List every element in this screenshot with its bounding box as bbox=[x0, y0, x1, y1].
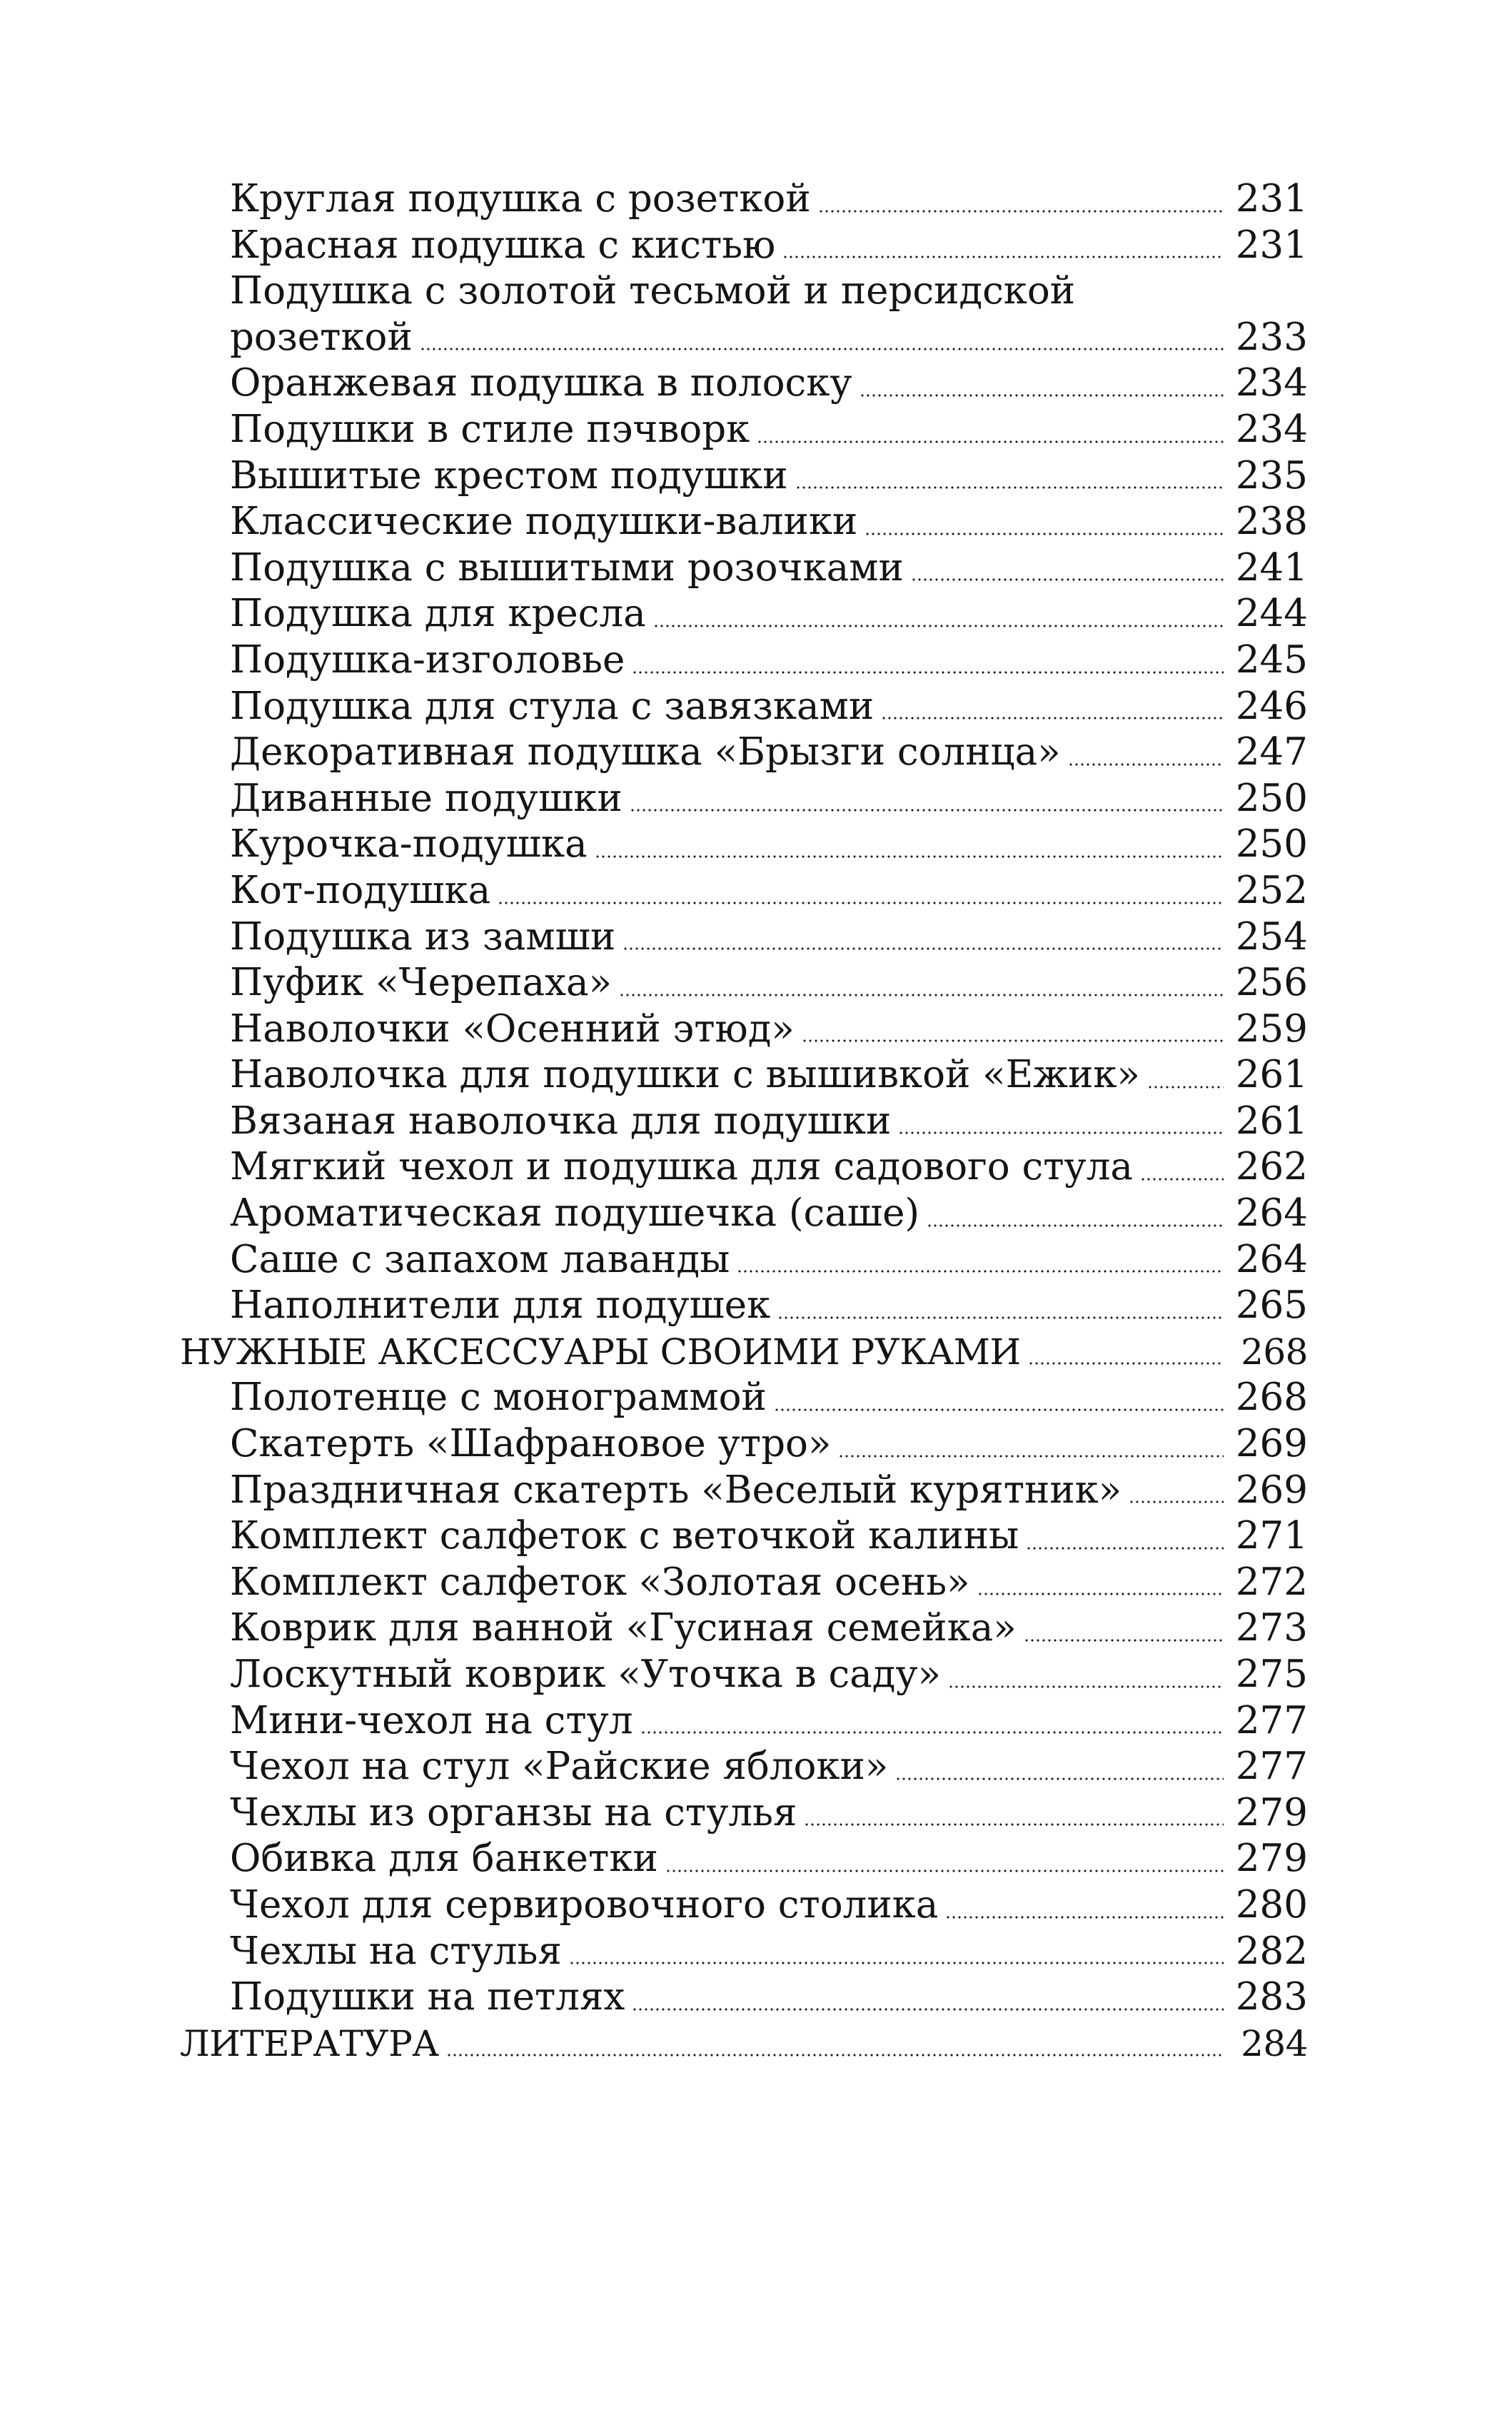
dot-leader bbox=[945, 1916, 1224, 1919]
dot-leader bbox=[865, 533, 1224, 535]
toc-entry-page-number: 265 bbox=[1235, 1283, 1308, 1328]
dot-leader bbox=[1028, 1362, 1224, 1365]
toc-entry bbox=[180, 2021, 1308, 2067]
dot-leader bbox=[1147, 1086, 1224, 1089]
toc-entry bbox=[180, 1052, 1308, 1099]
toc-entry bbox=[180, 1698, 1308, 1745]
toc-entry bbox=[180, 914, 1308, 961]
toc-entry bbox=[180, 1329, 1308, 1376]
toc-entry-page-number: 280 bbox=[1235, 1882, 1308, 1927]
toc-entry-title: Мягкий чехол и подушка для садового стула bbox=[230, 1145, 1134, 1189]
toc-entry-page-number: 279 bbox=[1235, 1790, 1308, 1835]
toc-entry-page-number: 264 bbox=[1235, 1237, 1308, 1281]
toc-entry-title: ЛИТЕРАТУРА bbox=[180, 2022, 439, 2064]
toc-entry bbox=[180, 1836, 1308, 1882]
toc-entry bbox=[180, 407, 1308, 453]
toc-entry-title: Саше с запахом лаванды bbox=[230, 1237, 730, 1281]
toc-entry-page-number: 272 bbox=[1235, 1560, 1308, 1604]
toc-entry-title: Вышитые крестом подушки bbox=[230, 453, 788, 498]
toc-entry-page-number: 234 bbox=[1235, 407, 1308, 451]
toc-entry-title: Подушки на петлях bbox=[230, 1975, 625, 2019]
toc-entry-title: Чехлы из органзы на стулья bbox=[230, 1790, 797, 1835]
toc-entry bbox=[180, 176, 1308, 223]
toc-entry bbox=[180, 545, 1308, 592]
toc-entry-page-number: 269 bbox=[1235, 1468, 1308, 1512]
toc-entry bbox=[180, 1652, 1308, 1698]
dot-leader bbox=[1026, 1547, 1224, 1550]
dot-leader bbox=[632, 2008, 1224, 2011]
toc-entry bbox=[180, 1421, 1308, 1468]
toc-entry bbox=[180, 315, 1308, 361]
dot-leader bbox=[898, 1131, 1224, 1134]
dot-leader bbox=[777, 1316, 1224, 1319]
toc-entry-title: Красная подушка с кистью bbox=[230, 223, 776, 267]
toc-entry-title: Подушка для стула с завязками bbox=[230, 684, 875, 728]
toc-entry-page-number: 252 bbox=[1235, 868, 1308, 912]
dot-leader bbox=[757, 440, 1224, 443]
toc-entry bbox=[180, 1375, 1308, 1421]
toc-entry-page-number: 262 bbox=[1235, 1145, 1308, 1189]
toc-entry-page-number: 261 bbox=[1235, 1053, 1308, 1097]
toc-entry bbox=[180, 1744, 1308, 1790]
dot-leader bbox=[446, 2054, 1224, 2057]
toc-entry-page-number: 282 bbox=[1235, 1929, 1308, 1973]
toc-entry-page-number: 234 bbox=[1235, 361, 1308, 405]
toc-entry bbox=[180, 684, 1308, 730]
dot-leader bbox=[420, 348, 1224, 350]
toc-entry-page-number: 264 bbox=[1235, 1191, 1308, 1236]
toc-entry bbox=[180, 453, 1308, 500]
dot-leader bbox=[782, 256, 1224, 258]
toc-entry bbox=[180, 1191, 1308, 1237]
toc-entry-title: Ароматическая подушечка (саше) bbox=[230, 1191, 920, 1236]
dot-leader bbox=[977, 1593, 1224, 1595]
toc-entry bbox=[180, 1468, 1308, 1514]
dot-leader bbox=[1140, 1178, 1224, 1181]
dot-leader bbox=[818, 210, 1224, 213]
dot-leader bbox=[653, 625, 1224, 627]
toc-entry bbox=[180, 268, 1308, 315]
dot-leader bbox=[632, 671, 1224, 674]
toc-entry-page-number: 245 bbox=[1235, 637, 1308, 682]
toc-entry-title: Вязаная наволочка для подушки bbox=[230, 1099, 892, 1143]
toc-entry bbox=[180, 637, 1308, 684]
dot-leader bbox=[948, 1685, 1224, 1688]
toc-entry-page-number: 275 bbox=[1235, 1653, 1308, 1696]
toc-entry-title: Чехлы на стулья bbox=[230, 1929, 562, 1973]
toc-entry-title: Оранжевая подушка в полоску bbox=[230, 361, 852, 405]
toc-entry-page-number: 269 bbox=[1235, 1422, 1308, 1466]
toc-entry bbox=[180, 499, 1308, 545]
toc-entry-page-number: 244 bbox=[1235, 592, 1308, 636]
toc-entry-title: Классические подушки-валики bbox=[230, 500, 858, 544]
toc-entry-title: Полотенце с монограммой bbox=[230, 1376, 767, 1420]
toc-entry-title: Праздничная скатерть «Веселый курятник» bbox=[230, 1468, 1122, 1512]
toc-entry-title: Диванные подушки bbox=[230, 776, 623, 820]
dot-leader bbox=[623, 947, 1224, 950]
toc-entry bbox=[180, 1790, 1308, 1837]
toc-entry bbox=[180, 1144, 1308, 1191]
toc-entry bbox=[180, 1974, 1308, 2021]
toc-entry-title: Подушка-изголовье bbox=[230, 637, 625, 682]
toc-entry-page-number: 273 bbox=[1235, 1606, 1308, 1650]
toc-entry-title: розеткой bbox=[230, 315, 413, 359]
toc-entry-title: Коврик для ванной «Гусиная семейка» bbox=[230, 1606, 1017, 1650]
toc-entry-page-number: 231 bbox=[1235, 177, 1308, 221]
toc-entry-page-number: 238 bbox=[1235, 500, 1308, 544]
toc-entry-page-number: 246 bbox=[1235, 684, 1308, 728]
toc-entry-page-number: 268 bbox=[1241, 1331, 1308, 1373]
toc-entry-title: Чехол на стул «Райские яблоки» bbox=[230, 1745, 889, 1789]
toc-entry-page-number: 256 bbox=[1235, 961, 1308, 1005]
dot-leader bbox=[1068, 763, 1224, 766]
dot-leader bbox=[795, 486, 1224, 489]
toc-entry-page-number: 247 bbox=[1235, 730, 1308, 774]
toc-entry bbox=[180, 1605, 1308, 1652]
dot-leader bbox=[1129, 1500, 1224, 1503]
dot-leader bbox=[1024, 1639, 1224, 1642]
toc-entry-title: НУЖНЫЕ АКСЕССУАРЫ СВОИМИ РУКАМИ bbox=[180, 1331, 1021, 1373]
toc-entry-title: Обивка для банкетки bbox=[230, 1837, 658, 1881]
toc-entry-title: Наволочка для подушки с вышивкой «Ежик» bbox=[230, 1053, 1140, 1097]
toc-entry-title: Чехол для сервировочного столика bbox=[230, 1882, 939, 1927]
toc-entry-title: Комплект салфеток с веточкой калины bbox=[230, 1514, 1019, 1558]
toc-entry bbox=[180, 1560, 1308, 1606]
dot-leader bbox=[640, 1731, 1224, 1734]
dot-leader bbox=[737, 1270, 1224, 1273]
toc-entry bbox=[180, 1099, 1308, 1145]
toc-entry bbox=[180, 1283, 1308, 1329]
toc-entry-page-number: 250 bbox=[1235, 822, 1308, 867]
toc-entry-title: Подушка из замши bbox=[230, 914, 616, 959]
toc-entry-page-number: 283 bbox=[1235, 1975, 1308, 2019]
toc-entry-page-number: 268 bbox=[1235, 1376, 1308, 1420]
toc-entry-page-number: 233 bbox=[1235, 315, 1308, 359]
toc-entry bbox=[180, 1929, 1308, 1975]
toc-entry-title: Лоскутный коврик «Уточка в саду» bbox=[230, 1653, 942, 1696]
table-of-contents bbox=[180, 176, 1308, 2067]
dot-leader bbox=[804, 1823, 1224, 1826]
dot-leader bbox=[838, 1455, 1224, 1458]
toc-entry bbox=[180, 1513, 1308, 1560]
toc-entry-page-number: 277 bbox=[1235, 1745, 1308, 1789]
dot-leader bbox=[498, 902, 1224, 904]
toc-entry-title: Подушка с золотой тесьмой и персидской bbox=[230, 269, 1076, 313]
toc-entry-page-number: 261 bbox=[1235, 1099, 1308, 1143]
toc-entry bbox=[180, 960, 1308, 1006]
toc-entry-title: Комплект салфеток «Золотая осень» bbox=[230, 1560, 970, 1604]
toc-entry bbox=[180, 1237, 1308, 1283]
dot-leader bbox=[619, 994, 1224, 996]
dot-leader bbox=[911, 578, 1224, 581]
dot-leader bbox=[665, 1870, 1224, 1872]
toc-entry bbox=[180, 822, 1308, 868]
toc-entry-title: Наволочки «Осенний этюд» bbox=[230, 1006, 795, 1051]
dot-leader bbox=[895, 1777, 1224, 1780]
toc-entry bbox=[180, 1006, 1308, 1053]
toc-entry-title: Подушки в стиле пэчворк bbox=[230, 407, 750, 451]
toc-entry-title: Кот-подушка bbox=[230, 868, 491, 912]
toc-entry-title: Наполнители для подушек bbox=[230, 1283, 771, 1328]
dot-leader bbox=[774, 1408, 1224, 1411]
toc-entry bbox=[180, 1882, 1308, 1929]
dot-leader bbox=[595, 855, 1224, 858]
dot-leader bbox=[927, 1224, 1224, 1227]
toc-entry bbox=[180, 868, 1308, 914]
toc-entry-title: Скатерть «Шафрановое утро» bbox=[230, 1422, 832, 1466]
toc-entry bbox=[180, 776, 1308, 822]
dot-leader bbox=[802, 1039, 1224, 1042]
toc-entry-title: Круглая подушка с розеткой bbox=[230, 177, 811, 221]
toc-entry-page-number: 250 bbox=[1235, 776, 1308, 820]
toc-entry-title: Подушка для кресла bbox=[230, 592, 646, 636]
toc-entry-page-number: 271 bbox=[1235, 1514, 1308, 1558]
toc-entry-title: Подушка с вышитыми розочками bbox=[230, 545, 904, 590]
toc-entry-page-number: 279 bbox=[1235, 1837, 1308, 1881]
toc-entry-page-number: 235 bbox=[1235, 453, 1308, 498]
toc-entry bbox=[180, 360, 1308, 407]
toc-entry-title: Курочка-подушка bbox=[230, 822, 588, 867]
toc-entry-page-number: 277 bbox=[1235, 1698, 1308, 1742]
toc-entry-page-number: 259 bbox=[1235, 1006, 1308, 1051]
toc-entry-page-number: 284 bbox=[1241, 2022, 1308, 2064]
dot-leader bbox=[569, 1962, 1224, 1964]
toc-entry-title: Пуфик «Черепаха» bbox=[230, 961, 613, 1005]
dot-leader bbox=[881, 717, 1224, 720]
toc-entry bbox=[180, 730, 1308, 776]
dot-leader bbox=[630, 809, 1224, 812]
toc-entry-page-number: 241 bbox=[1235, 545, 1308, 590]
toc-entry-page-number: 254 bbox=[1235, 914, 1308, 959]
dot-leader bbox=[860, 394, 1224, 397]
toc-entry-title: Мини-чехол на стул bbox=[230, 1698, 633, 1742]
toc-entry-page-number: 231 bbox=[1235, 223, 1308, 267]
toc-entry bbox=[180, 223, 1308, 269]
toc-entry-title: Декоративная подушка «Брызги солнца» bbox=[230, 730, 1061, 774]
toc-entry bbox=[180, 591, 1308, 637]
